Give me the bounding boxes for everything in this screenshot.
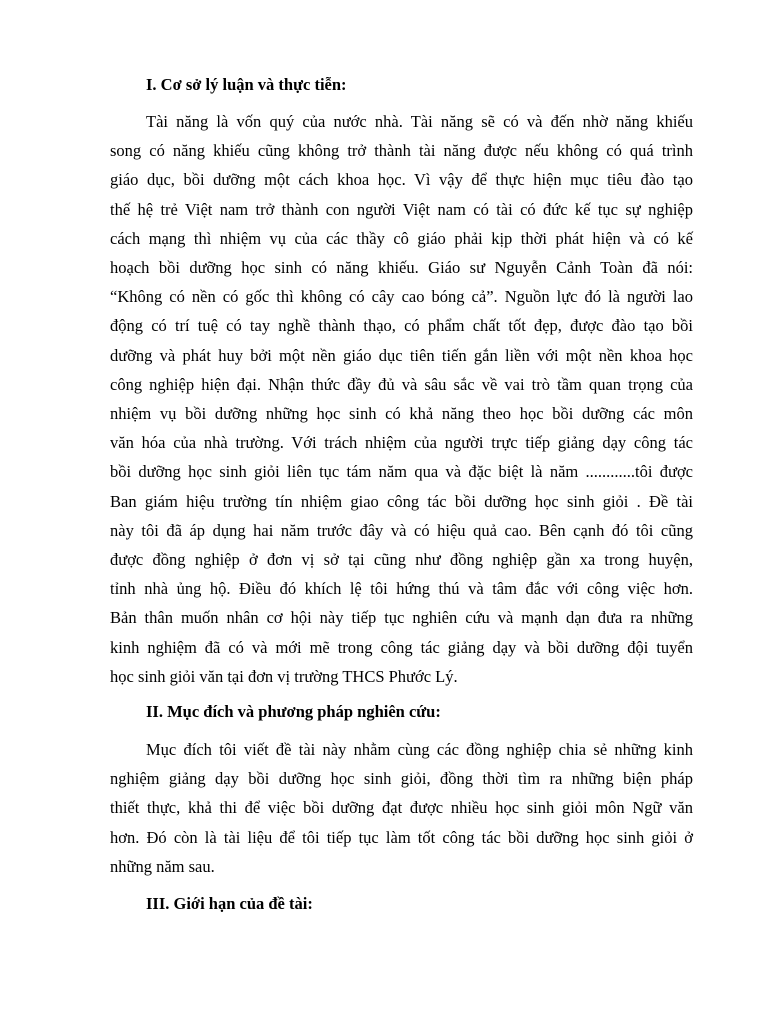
section-heading-2: II. Mục đích và phương pháp nghiên cứu: [146, 702, 441, 722]
paragraph-line: tỉnh nhà ủng hộ. Điều đó khích lệ tôi hứng thú và tâm đắc với công việc hơn. [110, 579, 693, 599]
paragraph-line: thế hệ trẻ Việt nam trở thành con người Việt nam có tài có đức kế tục sự nghiệp [110, 199, 693, 219]
paragraph-line: công nghiệp hiện đại. Nhận thức đầy đủ và sâu sắc về vai trò tầm quan trọng của [110, 374, 693, 394]
section-paragraph-2 [110, 735, 693, 881]
paragraph-line: Ban giám hiệu trường tín nhiệm giao công tác bồi dưỡng học sinh giỏi . Đề tài [110, 491, 693, 511]
paragraph-line: Tài năng là vốn quý của nước nhà. Tài năng sẽ có và đến nhờ năng khiếu [146, 112, 693, 131]
paragraph-line: nghiệm giảng dạy bồi dưỡng học sinh giỏi, đồng thời tìm ra những biện pháp [110, 769, 693, 789]
section-paragraph-1 [110, 107, 693, 691]
paragraph-line: “Không có nền có gốc thì không có cây cao bóng cả”. Nguồn lực đó là người lao [110, 287, 693, 307]
paragraph-line: thiết thực, khả thi để việc bồi dưỡng đạt được nhiều học sinh giỏi môn Ngữ văn [110, 798, 693, 818]
section-heading-1: I. Cơ sở lý luận và thực tiễn: [146, 75, 347, 94]
section-heading-3: III. Giới hạn của đề tài: [146, 894, 313, 914]
paragraph-line: giáo dục, bồi dưỡng một cách khoa học. Vì vậy để thực hiện mục tiêu đào tạo [110, 170, 693, 190]
paragraph-line: kinh nghiệm đã có và mới mẽ trong công tác giảng dạy và bồi dưỡng đội tuyển [110, 637, 693, 657]
paragraph-line: song có năng khiếu cũng không trở thành tài năng được nếu không có quá trình [110, 141, 693, 161]
paragraph-line: này tôi đã áp dụng hai năm trước đây và có hiệu quả cao. Bên cạnh đó tôi cũng [110, 520, 693, 540]
paragraph-line: động có trí tuệ có tay nghề thành thạo, có phẩm chất tốt đẹp, được đào tạo bồi [110, 316, 693, 336]
paragraph-line: nhiệm vụ bồi dưỡng những học sinh có khả năng theo học bồi dưỡng các môn [110, 404, 693, 424]
paragraph-line: văn hóa của nhà trường. Với trách nhiệm của người trực tiếp giảng dạy công tác [110, 433, 693, 453]
paragraph-line: hoạch bồi dưỡng học sinh có năng khiếu. Giáo sư Nguyễn Cảnh Toàn đã nói: [110, 258, 693, 278]
paragraph-line: Mục đích tôi viết đề tài này nhằm cùng các đồng nghiệp chia sẻ những kinh [146, 740, 693, 760]
paragraph-line: cách mạng thì nhiệm vụ của các thầy cô giáo phải kịp thời phát hiện và có kế [110, 228, 693, 248]
paragraph-line: những năm sau. [110, 856, 215, 876]
document-page [110, 70, 693, 918]
paragraph-line: được đồng nghiệp ở đơn vị sở tại cũng như đồng nghiệp gần xa trong huyện, [110, 550, 693, 570]
paragraph-line: học sinh giỏi văn tại đơn vị trường THCS Phước Lý. [110, 666, 458, 686]
paragraph-line: Bản thân muốn nhân cơ hội này tiếp tục nghiên cứu và mạnh dạn đưa ra những [110, 608, 693, 628]
paragraph-line: hơn. Đó còn là tài liệu để tôi tiếp tục làm tốt công tác bồi dưỡng học sinh giỏi ở [110, 827, 693, 847]
paragraph-line: dưỡng và phát huy bởi một nền giáo dục tiên tiến gắn liền với một nền khoa học [110, 345, 693, 365]
paragraph-line: bồi dưỡng học sinh giỏi liên tục tám năm qua và đặc biệt là năm ............tôi được [110, 462, 693, 482]
